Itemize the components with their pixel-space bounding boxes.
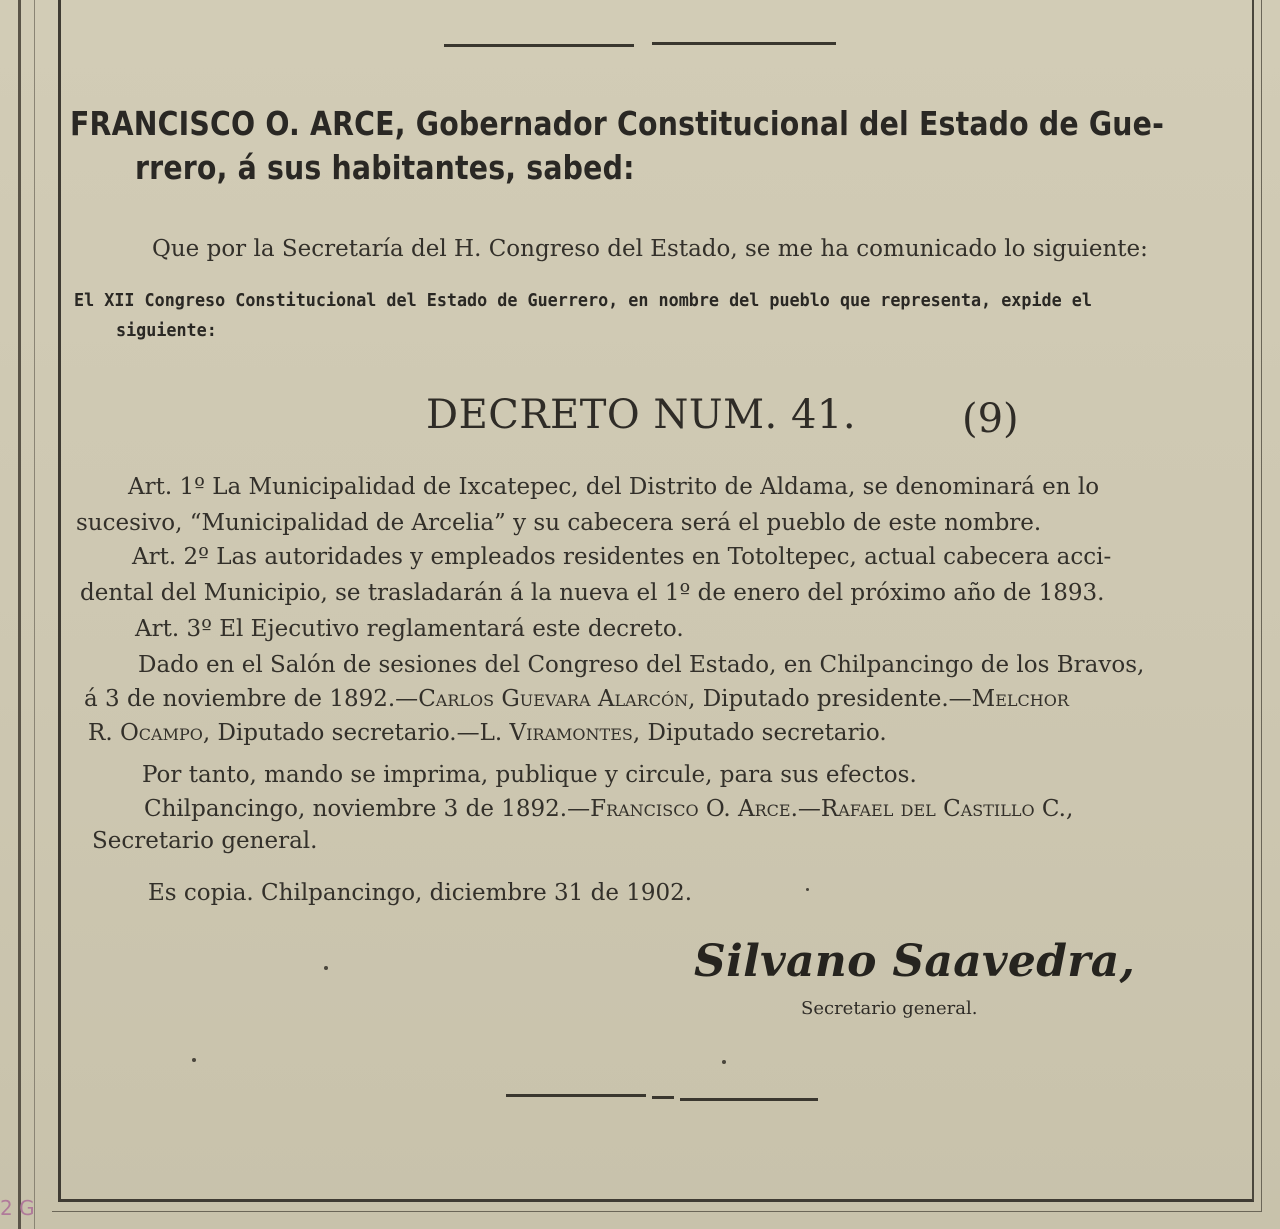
congress-line-1: El XII Congreso Constitucional del Estado de Guerrero, en nombre del pueblo que representa, expide el [74,290,1092,311]
header-line-2: rrero, á sus habitantes, sabed: [135,148,635,187]
print-speck [324,966,328,970]
chilpancingo-dash: .— [790,796,821,822]
left-margin-line-thin [34,0,35,1229]
decree-title: DECRETO NUM. 41. [426,392,857,438]
dado-line-1: Dado en el Salón de sesiones del Congreso del Estado, en Chilpancingo de los Bravos, [138,652,1145,678]
dado-line-3 [88,720,887,746]
article-2-line-1: Art. 2º Las autoridades y empleados residentes en Totoltepec, actual cabecera acci- [132,544,1112,570]
chilpancingo-date: Chilpancingo, noviembre 3 de 1892.— [144,796,591,822]
top-ornament-rule-left [444,44,634,47]
article-1-line-2: sucesivo, “Municipalidad de Arcelia” y su cabecera será el pueblo de este nombre. [76,510,1042,536]
dado-role-2: , Diputado secretario.— [202,720,480,746]
chilpancingo-comma: , [1065,796,1074,822]
decree-number: (9) [962,396,1019,442]
dado-role-1: , Diputado presidente.— [688,686,972,712]
print-speck [192,1058,196,1062]
secretario-line: Secretario general. [92,828,318,854]
signatory-melchor: Melchor [971,686,1069,712]
bottom-ornament-rule-left [506,1094,646,1097]
dado-date: á 3 de noviembre de 1892.— [84,686,419,712]
signatory-arce: Francisco O. Arce [590,796,791,822]
article-1-line-1: Art. 1º La Municipalidad de Ixcatepec, del Distrito de Aldama, se denominará en lo [128,474,1100,500]
congress-line-2: siguiente: [116,320,217,341]
por-tanto-line: Por tanto, mando se imprima, publique y circule, para sus efectos. [142,762,917,788]
bottom-ornament-rule-right [680,1098,818,1101]
signature-title: Secretario general. [801,998,978,1019]
es-copia-line: Es copia. Chilpancingo, diciembre 31 de 1902. [148,880,693,906]
signatory-viramontes: L. Viramontes [479,720,633,746]
left-margin-line [18,0,21,1229]
signatory-castillo: Rafael del Castillo C. [820,796,1066,822]
article-2-line-2: dental del Municipio, se trasladarán á la nueva el 1º de enero del próximo año de 1893. [80,580,1105,606]
signatory-guevara: Carlos Guevara Alarcón [418,686,689,712]
chilpancingo-line [144,796,1073,822]
bottom-ornament-rule-middle [652,1096,674,1099]
dado-line-2 [84,686,1069,712]
print-speck [722,1060,726,1064]
article-3: Art. 3º El Ejecutivo reglamentará este decreto. [135,616,684,642]
top-ornament-rule-right [652,42,836,45]
signature-name: Silvano Saavedra, [694,936,1136,987]
print-speck [806,888,809,891]
page-corner-mark: 2 G [0,1196,35,1220]
signatory-ocampo: R. Ocampo [88,720,203,746]
intro-line: Que por la Secretaría del H. Congreso del Estado, se me ha comunicado lo siguiente: [152,236,1148,262]
dado-role-3: , Diputado secretario. [632,720,887,746]
header-line-1: FRANCISCO O. ARCE, Gobernador Constitucional del Estado de Gue- [70,104,1165,143]
